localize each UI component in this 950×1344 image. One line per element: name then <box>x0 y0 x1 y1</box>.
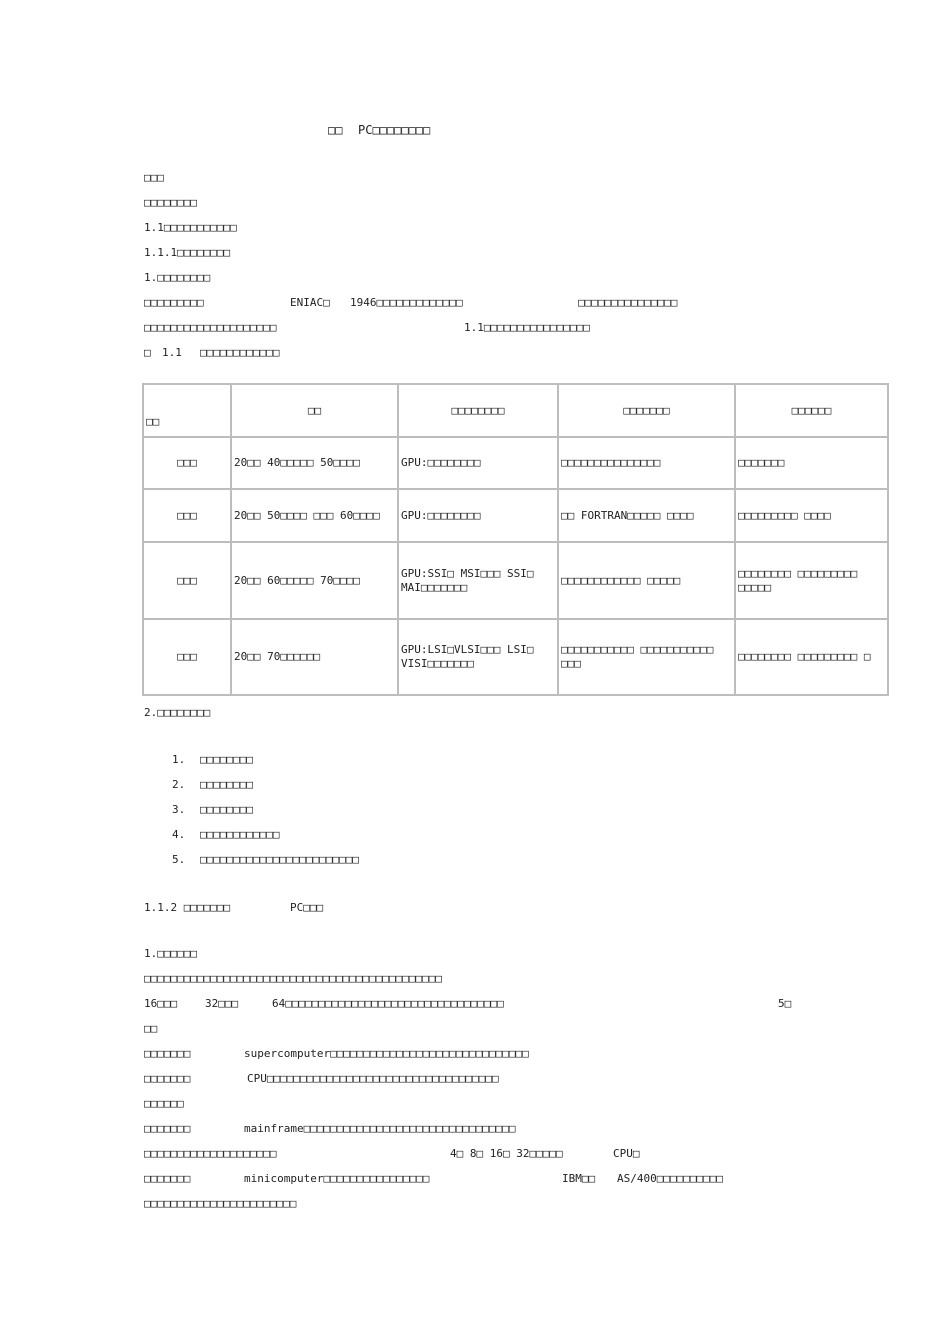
table-cell: GPU:□□□□□□□□ <box>398 437 558 489</box>
list-item <box>172 853 359 867</box>
list-number: 1. <box>172 753 186 766</box>
text-segment: □□□□□□□ <box>144 1072 191 1085</box>
table-header-cell: □□ <box>143 384 231 437</box>
text-segment: □□□□□□□□□□□□□□□ <box>578 296 678 309</box>
table-cell: □□□□□□□□□□□□ □□□□□ <box>558 542 735 619</box>
item-heading: 1.□□□□□□ <box>144 947 197 960</box>
text-segment: 1946□□□□□□□□□□□□□ <box>350 296 463 309</box>
table-header-cell: □□□□□□ <box>735 384 888 437</box>
list-item <box>172 828 279 842</box>
text-segment: □□□□□□□□□□□□ <box>200 346 280 359</box>
text-segment: 32□□□ <box>205 997 239 1010</box>
text-segment: CPU□□□□□□□□□□□□□□□□□□□□□□□□□□□□□□□□□□□ <box>247 1072 499 1085</box>
table-cell: □□□ <box>143 619 231 695</box>
text-segment: 4□ 8□ 16□ 32□□□□□ <box>450 1147 563 1160</box>
list-item <box>172 753 253 767</box>
table-header-cell: □□□□□□□□ <box>398 384 558 437</box>
table-cell: GPU:□□□□□□□□ <box>398 489 558 542</box>
table-cell: □□□ <box>143 542 231 619</box>
text-segment: □□□□□□□□□□□□□□□□□□□□ <box>144 1147 277 1160</box>
text-segment: PC□□□ <box>290 901 324 914</box>
text-segment: □□□□□□□ <box>144 1047 191 1060</box>
paragraph-line: □□□□□□□□□□□□□□□□□□□□□□□□□□□□□□□□□□□□□□□□□□□□□ <box>144 972 443 985</box>
table-header-cell: □□ <box>231 384 398 437</box>
text-segment: 1.1 <box>162 346 182 359</box>
text-segment: □ <box>144 346 151 359</box>
text-segment: minicomputer□□□□□□□□□□□□□□□□ <box>244 1172 430 1185</box>
text-segment: supercomputer□□□□□□□□□□□□□□□□□□□□□□□□□□□□□□ <box>244 1047 529 1060</box>
text-segment: CPU□ <box>613 1147 640 1160</box>
table-header-row <box>143 384 888 437</box>
table-row <box>143 619 888 695</box>
item-heading: 1.□□□□□□□□ <box>144 271 211 284</box>
text-segment: □□□□□□□□□□□□□□□□□□□□ <box>144 321 277 334</box>
table-cell: 20□□ 60□□□□□ 70□□□□ <box>231 542 398 619</box>
text-segment: 5□ <box>778 997 792 1010</box>
text-segment: 1.1.2 □□□□□□□ <box>144 901 231 914</box>
generations-table <box>142 383 889 696</box>
table-row <box>143 542 888 619</box>
table-cell: 20□□ 40□□□□□ 50□□□□ <box>231 437 398 489</box>
text-segment: 16□□□ <box>144 997 178 1010</box>
table-cell: □□ FORTRAN□□□□□ □□□□ <box>558 489 735 542</box>
table-cell: □□□ <box>143 489 231 542</box>
text-segment: 64□□□□□□□□□□□□□□□□□□□□□□□□□□□□□□□□□ <box>272 997 504 1010</box>
table-cell: 20□□ 50□□□□ □□□ 60□□□□ <box>231 489 398 542</box>
list-item <box>172 803 253 817</box>
list-number: 2. <box>172 778 186 791</box>
text-segment: ENIAC□ <box>290 296 330 309</box>
chapter-heading: □□□□□□□□ <box>144 196 197 209</box>
table-row <box>143 489 888 542</box>
table-cell: □□□□□□□□□□□ □□□□□□□□□□□ □□□ <box>558 619 735 695</box>
section-heading: 1.1□□□□□□□□□□□ <box>144 221 237 234</box>
list-item <box>172 778 253 792</box>
table-cell: □□□□□□□ <box>735 437 888 489</box>
list-text: □□□□□□□□□□□□□□□□□□□□□□□□ <box>200 853 359 866</box>
table-cell: □□□□□□□□□□□□□□□ <box>558 437 735 489</box>
table-header-cell: □□□□□□□ <box>558 384 735 437</box>
table-cell: □□□□□□□□□ □□□□ <box>735 489 888 542</box>
item-heading: 2.□□□□□□□□ <box>144 706 211 719</box>
list-text: □□□□□□□□ <box>200 803 253 816</box>
text-segment: IBM□□ <box>562 1172 596 1185</box>
text-segment: 1.1□□□□□□□□□□□□□□□□ <box>464 321 590 334</box>
table-cell: GPU:LSI□VLSI□□□ LSI□ VISI□□□□□□□ <box>398 619 558 695</box>
table-cell: □□□□□□□□ □□□□□□□□□ □□□□□ <box>735 542 888 619</box>
title-main: PC□□□□□□□□ <box>358 123 431 137</box>
paragraph-line: □□ <box>144 1022 158 1035</box>
list-text: □□□□□□□□ <box>200 753 253 766</box>
paragraph-line: □□□□□□ <box>144 1097 184 1110</box>
title-prefix: □□ <box>328 123 343 137</box>
table-cell: 20□□ 70□□□□□□ <box>231 619 398 695</box>
table-row <box>143 437 888 489</box>
list-number: 4. <box>172 828 186 841</box>
list-number: 5. <box>172 853 186 866</box>
text-segment: □□□□□□□□□ <box>144 296 204 309</box>
list-text: □□□□□□□□□□□□ <box>200 828 280 841</box>
text-segment: AS/400□□□□□□□□□□ <box>617 1172 723 1185</box>
text-line: □□□ <box>144 171 164 184</box>
paragraph-line: □□□□□□□□□□□□□□□□□□□□□□□ <box>144 1197 297 1210</box>
list-number: 3. <box>172 803 186 816</box>
table-cell: □□□ <box>143 437 231 489</box>
table-cell: GPU:SSI□ MSI□□□ SSI□ MAI□□□□□□□ <box>398 542 558 619</box>
text-segment: □□□□□□□ <box>144 1122 191 1135</box>
text-segment: mainframe□□□□□□□□□□□□□□□□□□□□□□□□□□□□□□□□ <box>244 1122 516 1135</box>
subsection-heading: 1.1.1□□□□□□□□ <box>144 246 231 259</box>
table-cell: □□□□□□□□ □□□□□□□□□ □ <box>735 619 888 695</box>
text-segment: □□□□□□□ <box>144 1172 191 1185</box>
list-text: □□□□□□□□ <box>200 778 253 791</box>
